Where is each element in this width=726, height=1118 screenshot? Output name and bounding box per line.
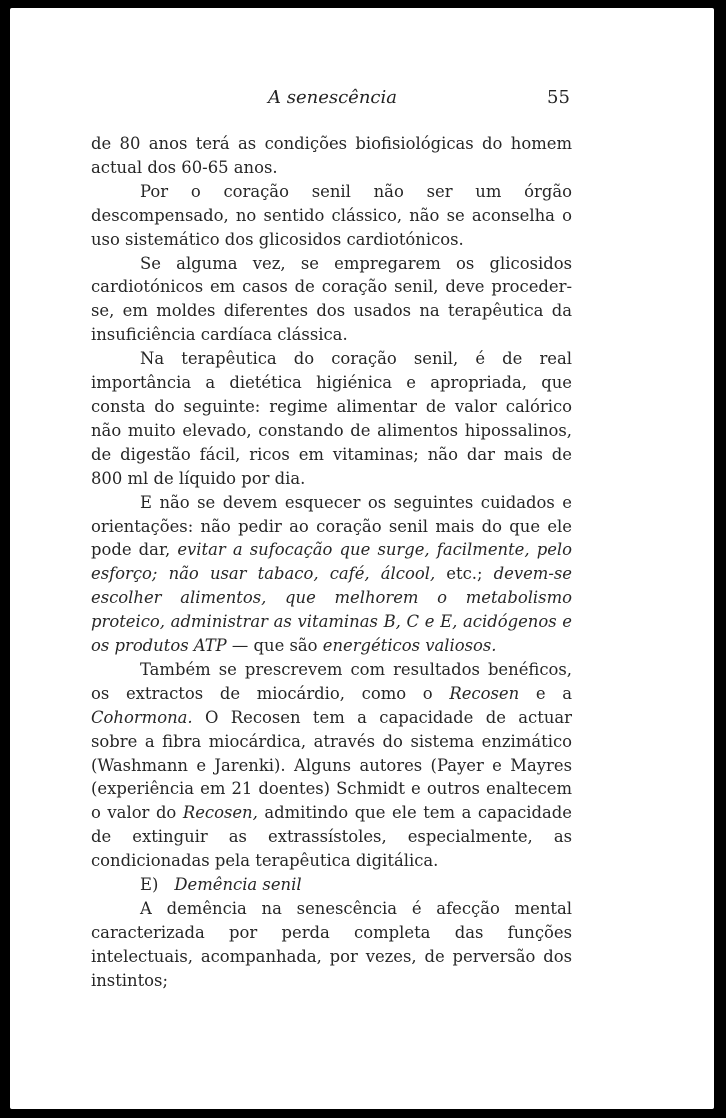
italic-run: Cohormona. <box>91 707 193 727</box>
text-run: O Recosen tem a capacidade de actuar sobre a fibra miocárdica, através do sistema enzimático (Washmann e Jarenki). Alguns autores (Payer e Mayres (experiência em 21 doentes) Schmidt e outros enaltecem o valor do <box>91 707 572 823</box>
paragraph-p4 <box>91 347 572 490</box>
paragraph-p7 <box>91 897 572 993</box>
paragraph-p6 <box>91 658 572 873</box>
text-run: Na terapêutica do coração senil, é de real importância a dietética higiénica e apropriada, que consta do seguinte: regime alimentar de valor calórico não muito elevado, constando de alimentos hipossalinos, de digestão fácil, ricos em vitaminas; não dar mais de 800 ml de líquido por dia. <box>91 349 572 488</box>
italic-run: energéticos valiosos. <box>322 636 497 656</box>
text-run: Se alguma vez, se empregarem os glicosidos cardiotónicos em casos de coração senil, deve proceder-se, em moldes diferentes dos usados na terapêutica da insuficiência cardíaca clássica. <box>91 253 572 345</box>
paragraph-p5 <box>91 491 572 658</box>
text-run: Por o coração senil não ser um órgão descompensado, no sentido clássico, não se aconselha o uso sistemático dos glicosidos cardiotónicos. <box>91 181 572 249</box>
text-run: etc.; <box>435 564 494 584</box>
text-run: Também se prescrevem com resultados benéficos, os extractos de miocárdio, como o <box>91 659 572 703</box>
italic-run: Recosen, <box>182 803 258 823</box>
text-run: admitindo que ele tem a capacidade de extinguir as extrassístoles, especialmente, as condicionadas pela terapêutica digitálica. <box>91 803 572 871</box>
page-header <box>10 87 714 117</box>
book-page <box>10 8 714 1109</box>
page-number: 55 <box>547 87 570 108</box>
text-run: E não se devem esquecer os seguintes cuidados e orientações: não pedir ao coração senil mais do que ele pode dar, <box>91 492 572 560</box>
italic-run: devem-se escolher alimentos, que melhorem o metabolismo proteico, administrar as vitaminas B, C e E, acidógenos e os produtos ATP <box>91 564 572 656</box>
text-run: de 80 anos terá as condições biofisiológicas do homem actual dos 60-65 anos. <box>91 134 572 177</box>
paragraphs-before-section <box>91 132 572 873</box>
italic-run: evitar a sufocação que surge, facilmente, pelo esforço; não usar tabaco, café, álcool, <box>91 540 573 584</box>
section-heading <box>91 873 572 897</box>
running-title: A senescência <box>268 87 397 108</box>
section-title: Demência senil <box>174 875 302 895</box>
body-text <box>91 132 572 993</box>
paragraph-p3 <box>91 252 572 348</box>
text-run: A demência na senescência é afecção mental caracterizada por perda completa das funções intelectuais, acompanhada, por vezes, de perversão dos instintos; <box>91 899 572 990</box>
text-run: — que são <box>226 636 323 656</box>
text-run: e a <box>519 683 572 703</box>
paragraphs-after-section <box>91 897 572 993</box>
paragraph-p2 <box>91 180 572 252</box>
paragraph-p1 <box>91 132 572 180</box>
section-letter: E) <box>140 875 159 895</box>
italic-run: Recosen <box>449 683 520 703</box>
